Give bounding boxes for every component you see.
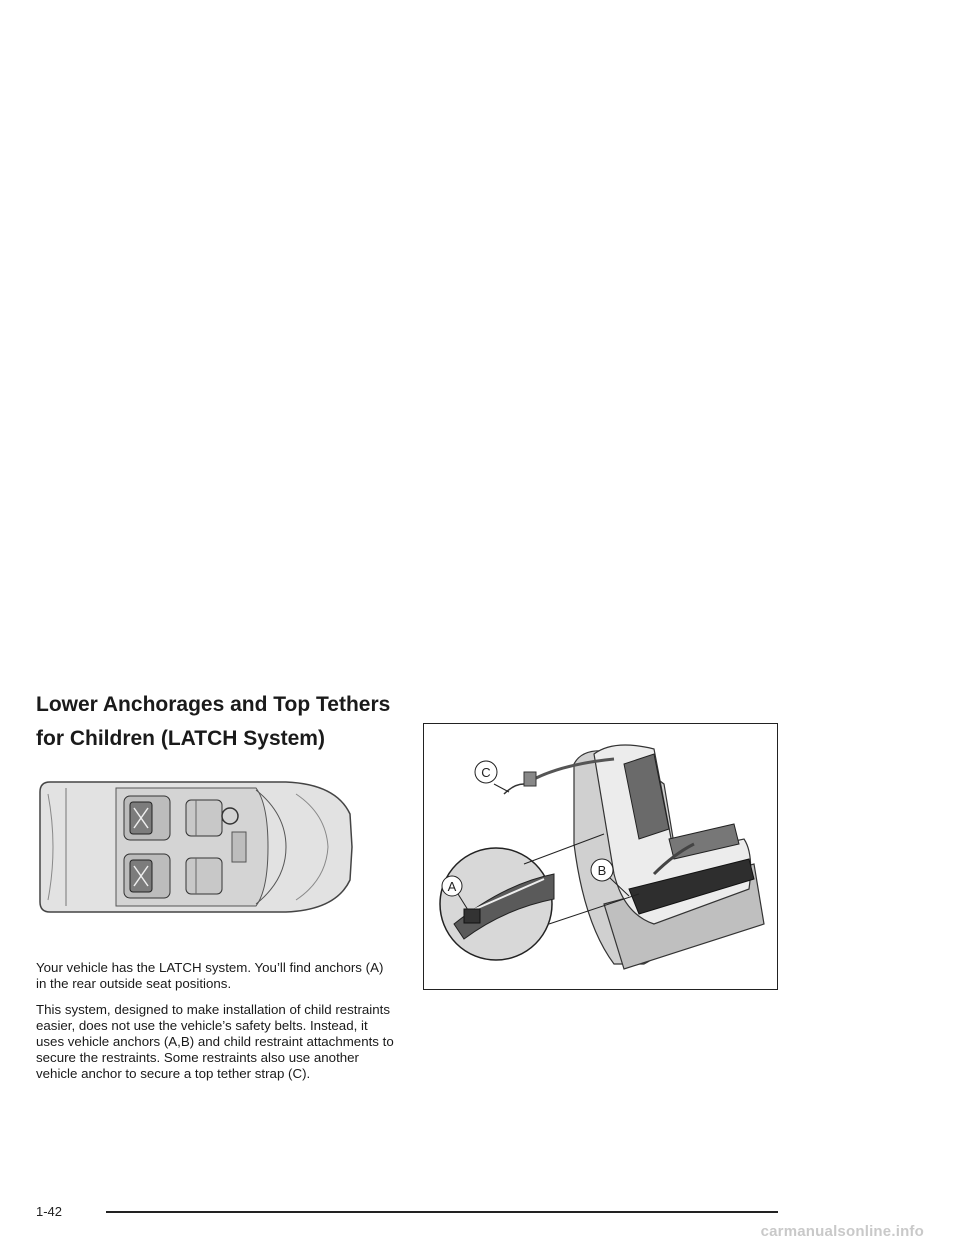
latch-illustration-frame: [423, 723, 778, 990]
section-heading-line-2: for Children (LATCH System): [36, 727, 325, 750]
footer-rule: [106, 1211, 778, 1213]
section-heading: [36, 688, 396, 756]
callout-a: A: [447, 879, 457, 894]
paragraph: This system, designed to make installation of child restraints easier, does not use the vehicle’s safety belts. Instead, it uses vehicle anchors (A,B) and child restraint attachments to secure the restraints. Some restraints also use another vehicle anchor to secure a top tether strap (C).: [36, 1002, 394, 1081]
body-text: [36, 960, 396, 1092]
callout-b: B: [597, 863, 607, 878]
watermark: carmanualsonline.info: [760, 1223, 924, 1240]
vehicle-top-view-illustration: [36, 774, 356, 920]
page-number: 1-42: [36, 1204, 63, 1219]
section-heading-line-1: Lower Anchorages and Top Tethers: [36, 693, 391, 716]
callout-c: C: [481, 765, 491, 780]
paragraph: Your vehicle has the LATCH system. You’ll find anchors (A) in the rear outside seat positions.: [36, 960, 384, 991]
latch-illustration: [424, 724, 776, 988]
